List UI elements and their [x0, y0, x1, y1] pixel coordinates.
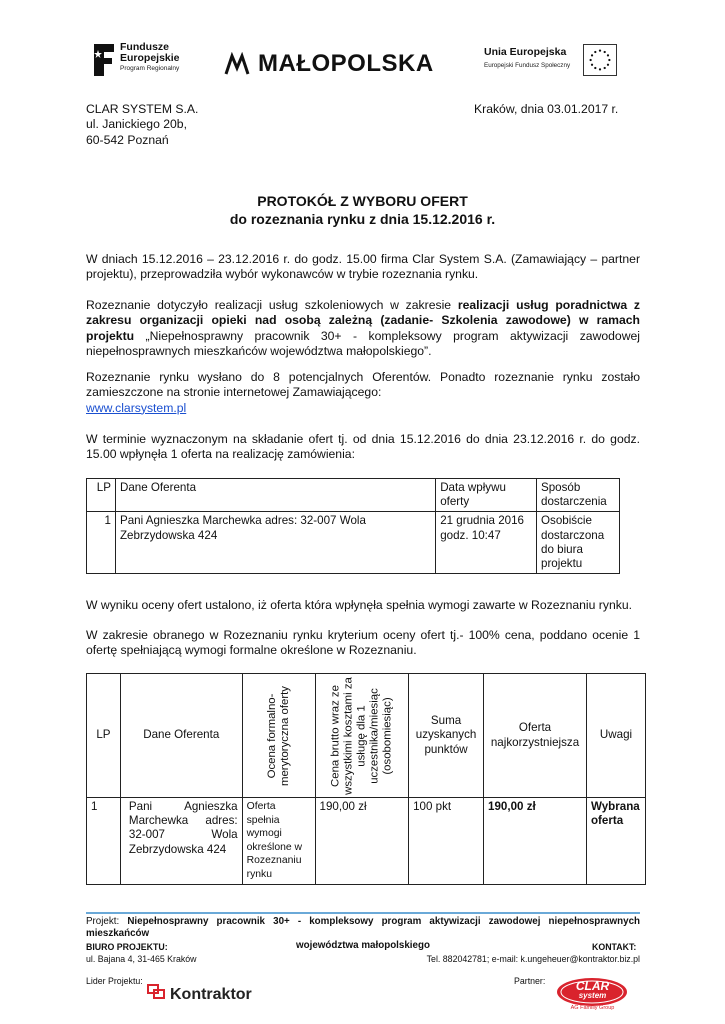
table-header-cell: Data wpływu oferty — [436, 479, 537, 512]
table-cell: 190,00 zł — [484, 798, 587, 885]
paragraph-2-a: Rozeznanie dotyczyło realizacji usług szkoleniowych w zakresie — [86, 298, 458, 312]
paragraph-3 — [86, 370, 640, 416]
footer-divider — [86, 912, 640, 914]
website-link[interactable]: www.clarsystem.pl — [86, 400, 187, 415]
table-cell: 190,00 zł — [315, 798, 409, 885]
table-cell: 1 — [87, 512, 116, 574]
kontakt-info: Tel. 882042781; e-mail: k.ungeheuer@kontraktor.biz.pl — [426, 954, 640, 964]
table-header-cell: LP — [87, 479, 116, 512]
offers-received-table — [86, 478, 620, 574]
fundusze-europejskie-logo — [92, 38, 212, 82]
vertical-header-text: Ocena formalno-merytoryczna oferty — [265, 685, 291, 786]
fe-sub: Program Regionalny — [120, 65, 180, 72]
sender-city: 60-542 Poznań — [86, 132, 169, 147]
footer-project-name-2: województwa małopolskiego — [296, 940, 430, 952]
title-line1: PROTOKÓŁ Z WYBORU OFERT — [257, 193, 468, 209]
table-cell: Osobiście dostarczona do biura projektu — [537, 512, 620, 574]
offer-evaluation-table — [86, 673, 646, 885]
table-cell: 100 pkt — [409, 798, 484, 885]
kontakt-label: KONTAKT: — [592, 942, 637, 952]
table-row — [87, 798, 646, 885]
paragraph-1: W dniach 15.12.2016 – 23.12.2016 r. do godz. 15.00 firma Clar System S.A. (Zamawiający – partner projektu), przeprowadziła wybór wykonawców w trybie rozeznania rynku. — [86, 252, 640, 282]
eu-flag-icon — [583, 44, 617, 76]
footer-project-label: Projekt: — [86, 916, 128, 927]
table-header-cell: Sposób dostarczenia — [537, 479, 620, 512]
table-cell: Pani Agnieszka Marchewka adres: 32-007 Wola Zebrzydowska 424 — [115, 512, 435, 574]
footer-project-name: Niepełnosprawny pracownik 30+ - kompleksowy program aktywizacji zawodowej niepełnosprawnych mieszkańców — [86, 916, 640, 940]
table-header-cell — [242, 674, 315, 798]
paragraph-6: W zakresie obranego w Rozeznaniu rynku kryterium oceny ofert tj.- 100% cena, poddano ocenie 1 ofertę spełniającą wymogi formalne określone w Rozeznaniu. — [86, 628, 640, 658]
table-header-cell — [315, 674, 409, 798]
paragraph-5: W wyniku oceny ofert ustalono, iż oferta która wpłynęła spełnia wymogi zawarte w Rozeznaniu rynku. — [86, 598, 632, 612]
ue-sub: Europejski Fundusz Społeczny — [484, 62, 571, 69]
ue-title: Unia Europejska — [484, 46, 567, 58]
paragraph-3-text: Rozeznanie rynku wysłano do 8 potencjalnych Oferentów. Ponadto rozeznanie rynku zostało zamieszczone na stronie internetowej Zamawiającego: — [86, 370, 640, 400]
unia-europejska-logo — [484, 44, 634, 80]
table-header-cell: Oferta najkorzystniejsza — [484, 674, 587, 798]
table-row — [87, 512, 620, 574]
table-cell: Pani Agnieszka Marchewka adres: 32-007 Wola Zebrzydowska 424 — [120, 798, 242, 885]
table-cell: Wybrana oferta — [586, 798, 645, 885]
table-header-cell: Uwagi — [586, 674, 645, 798]
fe-line2: Europejskie — [120, 52, 180, 64]
document-title — [0, 192, 725, 228]
table-cell: Oferta spełnia wymogi określone w Rozeznaniu rynku — [242, 798, 315, 885]
table-header-cell: Dane Oferenta — [120, 674, 242, 798]
biuro-label: BIURO PROJEKTU: — [86, 942, 168, 952]
biuro-address: ul. Bajana 4, 31-465 Kraków — [86, 954, 197, 964]
table-header-cell: Dane Oferenta — [115, 479, 435, 512]
footer-project — [86, 916, 640, 953]
paragraph-2 — [86, 298, 640, 359]
malopolska-text: MAŁOPOLSKA — [258, 50, 434, 77]
paragraph-4: W terminie wyznaczonym na składanie ofert tj. od dnia 15.12.2016 do dnia 23.12.2016 r. do godz. 15.00 wpłynęła 1 oferta na realizację zamówienia: — [86, 432, 640, 462]
document-date: Kraków, dnia 03.01.2017 r. — [474, 102, 619, 116]
clar-text: CLAR — [575, 979, 610, 993]
table-cell: 21 grudnia 2016 godz. 10:47 — [436, 512, 537, 574]
clar-system-logo — [555, 976, 630, 1012]
kontraktor-logo — [146, 982, 256, 1008]
vertical-header-text: Cena brutto wraz ze wszystkimi kosztami za usługę dla 1 uczestnika/miesiąc (osobomiesiąc) — [329, 676, 394, 795]
lider-label: Lider Projektu: — [86, 976, 143, 986]
paragraph-2-b: realizacji usług poradnictwa z zakresu organizacji opieki nad osobą zależną (zadanie- Szkolenia zawodowe) w ramach projektu — [86, 298, 640, 343]
sender-name: CLAR SYSTEM S.A. — [86, 102, 199, 116]
sender-address — [86, 102, 198, 148]
fe-star-mark-icon — [92, 40, 116, 80]
malopolska-mark-icon — [224, 52, 250, 76]
clar-system-text: system — [578, 991, 607, 1000]
table-header-cell: Suma uzyskanych punktów — [409, 674, 484, 798]
fe-line1: Fundusze — [120, 41, 169, 53]
table-header-row — [87, 479, 620, 512]
partner-label: Partner: — [514, 976, 546, 986]
paragraph-2-c: „Niepełnosprawny pracownik 30+ - kompleksowy program aktywizacji zawodowej niepełnosprawnych mieszkańców województwa małopolskiego”. — [86, 328, 640, 358]
kontraktor-text: Kontraktor — [170, 986, 252, 1003]
table-header-cell: LP — [87, 674, 121, 798]
table-header-row — [87, 674, 646, 798]
kontraktor-mark-icon — [146, 984, 168, 1000]
title-line2: do rozeznania rynku z dnia 15.12.2016 r. — [229, 211, 496, 227]
sender-street: ul. Janickiego 20b, — [86, 117, 187, 132]
table-cell: 1 — [87, 798, 121, 885]
clar-sub-text: AG Familiy Group — [570, 1005, 615, 1011]
malopolska-logo — [224, 50, 444, 80]
